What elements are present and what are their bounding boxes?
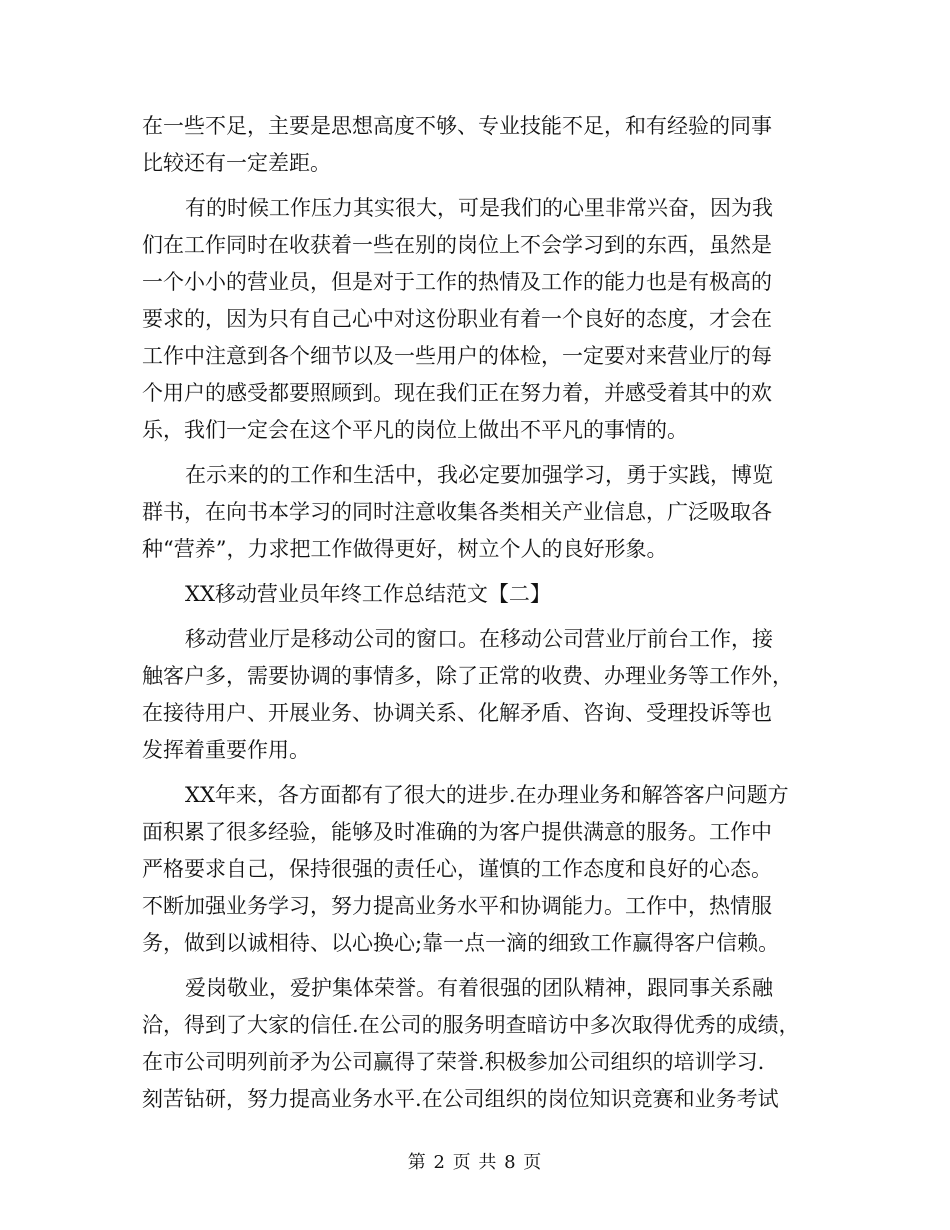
text-line: 在示来的的工作和生活中，我必定要加强学习，勇于实践，博览 <box>185 463 773 487</box>
document-body <box>142 108 810 1118</box>
text-line: 们在工作同时在收获着一些在别的岗位上不会学习到的东西，虽然是 <box>142 233 772 257</box>
text-line: 触客户多，需要协调的事情多，除了正常的收费、办理业务等工作外， <box>142 664 793 688</box>
paragraph-business-hall <box>142 621 810 769</box>
text-line: 工作中注意到各个细节以及一些用户的体检，一定要对来营业厅的每 <box>142 344 772 368</box>
text-line: 爱岗敬业，爱护集体荣誉。有着很强的团队精神，跟同事关系融 <box>185 976 773 1000</box>
paragraph-future-plans <box>142 457 810 568</box>
paragraph-work-pressure <box>142 190 810 449</box>
text-line: 一个小小的营业员，但是对于工作的热情及工作的能力也是有极高的 <box>142 270 772 294</box>
paragraph-gap <box>142 613 810 621</box>
text-line: 在一些不足，主要是思想高度不够、专业技能不足，和有经验的同事 <box>142 114 772 138</box>
text-line: 要求的，因为只有自己心中对这份职业有着一个良好的态度，才会在 <box>142 307 772 331</box>
text-line: 群书，在向书本学习的同时注意收集各类相关产业信息，广泛吸取各 <box>142 500 772 524</box>
text-line: 种“营养”，力求把工作做得更好，树立个人的良好形象。 <box>142 537 668 561</box>
text-line: 面积累了很多经验，能够及时准确的为客户提供满意的服务。工作中 <box>142 820 772 844</box>
text-line: 在市公司明列前矛为公司赢得了荣誉.积极参加公司组织的培训学习. <box>142 1050 765 1074</box>
text-line: 刻苦钻研，努力提高业务水平.在公司组织的岗位知识竞赛和业务考试 <box>142 1087 779 1111</box>
paragraph-progress <box>142 777 810 962</box>
text-line: 务，做到以诚相待、以心换心;靠一点一滴的细致工作赢得客户信赖。 <box>142 931 780 955</box>
paragraph-continuation <box>142 108 810 182</box>
text-line: 有的时候工作压力其实很大，可是我们的心里非常兴奋，因为我 <box>185 196 773 220</box>
paragraph-gap <box>142 769 810 777</box>
paragraph-gap <box>142 568 810 576</box>
text-line: 比较还有一定差距。 <box>142 151 331 175</box>
heading-line: XX移动营业员年终工作总结范文【二】 <box>185 582 551 606</box>
section-heading <box>142 576 810 613</box>
text-line: 发挥着重要作用。 <box>142 738 310 762</box>
paragraph-gap <box>142 182 810 190</box>
paragraph-gap <box>142 449 810 457</box>
text-line: XX年来，各方面都有了很大的进步.在办理业务和解答客户问题方 <box>185 783 789 807</box>
page-number-footer: 第 2 页 共 8 页 <box>407 1152 543 1173</box>
paragraph-dedication <box>142 970 810 1118</box>
text-line: 在接待用户、开展业务、协调关系、化解矛盾、咨询、受理投诉等也 <box>142 701 772 725</box>
text-line: 严格要求自己，保持很强的责任心，谨慎的工作态度和良好的心态。 <box>142 857 772 881</box>
text-line: 不断加强业务学习，努力提高业务水平和协调能力。工作中，热情服 <box>142 894 772 918</box>
text-line: 移动营业厅是移动公司的窗口。在移动公司营业厅前台工作，接 <box>185 627 773 651</box>
text-line: 洽，得到了大家的信任.在公司的服务明查暗访中多次取得优秀的成绩， <box>142 1013 800 1037</box>
text-line: 个用户的感受都要照顾到。现在我们正在努力着，并感受着其中的欢 <box>142 381 772 405</box>
paragraph-gap <box>142 962 810 970</box>
text-line: 乐，我们一定会在这个平凡的岗位上做出不平凡的事情的。 <box>142 418 688 442</box>
